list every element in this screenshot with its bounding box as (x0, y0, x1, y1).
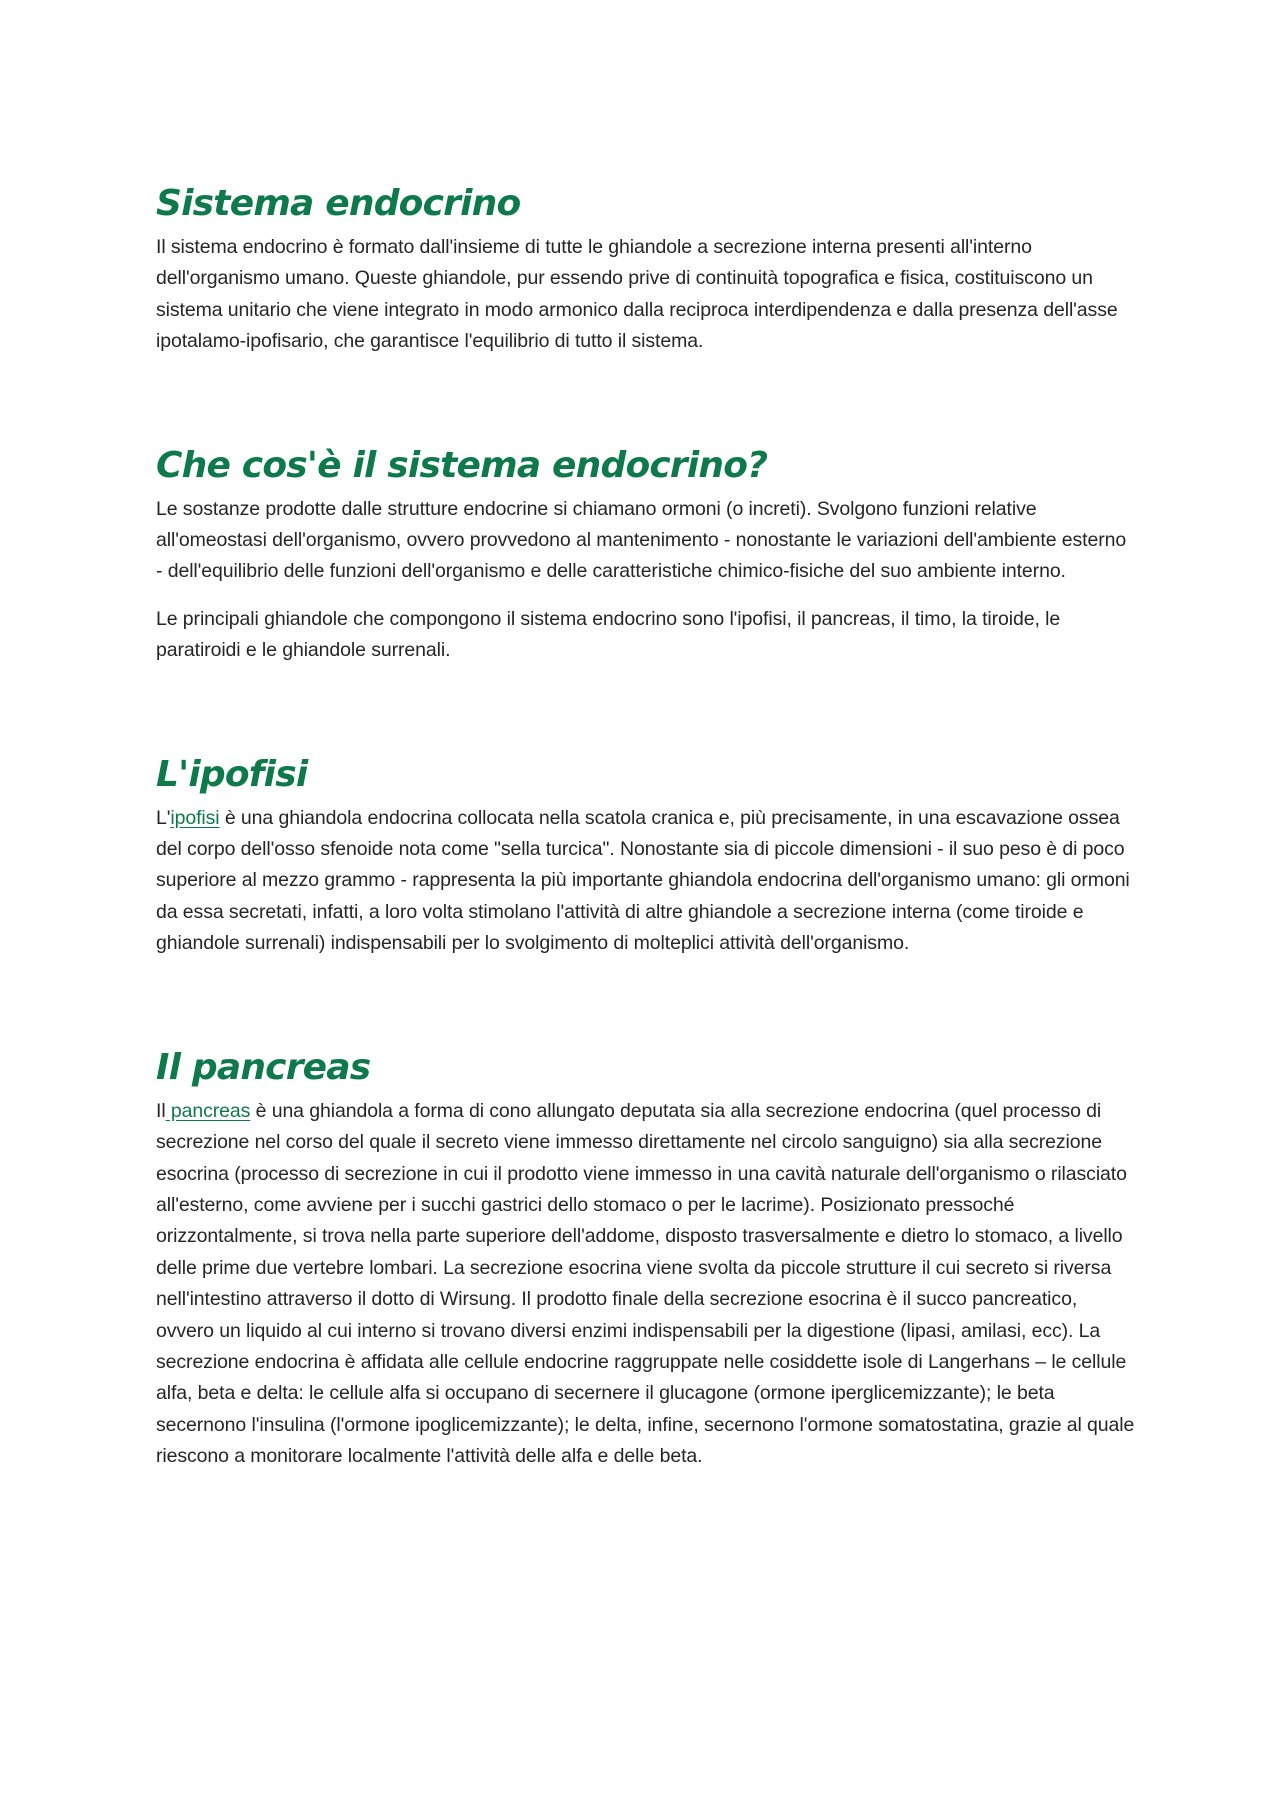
section-paragraph (156, 803, 1136, 960)
section-paragraph (156, 1096, 1136, 1473)
paragraph-text: è una ghiandola endocrina collocata nella scatola cranica e, più precisamente, in una escavazione ossea del corpo dell'osso sfenoide nota come "sella turcica". Nonostante sia di piccole dimensioni - il suo peso è di poco superiore al mezzo grammo - rappresenta la più importante ghiandola endocrina dell'organismo umano: gli ormoni da essa secretati, infatti, a loro volta stimolano l'attività di altre ghiandole a secrezione interna (come tiroide e ghiandole surrenali) indispensabili per lo svolgimento di molteplici attività dell'organismo. (156, 806, 1130, 955)
paragraph-text: è una ghiandola a forma di cono allungato deputata sia alla secrezione endocrina (quel processo di secrezione nel corso del quale il secreto viene immesso direttamente nel circolo sanguigno) sia alla secrezione esocrina (processo di secrezione in cui il prodotto viene immesso in una cavità naturale dell'organismo o rilasciato all'esterno, come avviene per i succhi gastrici dello stomaco o per le lacrime). Posizionato pressoché orizzontalmente, si trova nella parte superiore dell'addome, disposto trasversalmente e dietro lo stomaco, a livello delle prime due vertebre lombari. La secrezione esocrina viene svolta da piccole strutture il cui secreto si riversa nell'intestino attraverso il dotto di Wirsung. Il prodotto finale della secrezione esocrina è il succo pancreatico, ovvero un liquido al cui interno si trovano diversi enzimi indispensabili per la digestione (lipasi, amilasi, ecc). La secrezione endocrina è affidata alle cellule endocrine raggruppate nelle cosiddette isole di Langerhans – le cellule alfa, beta e delta: le cellule alfa si occupano di secernere il glucagone (ormone iperglicemizzante); le beta secernono l'insulina (l'ormone ipoglicemizzante); le delta, infine, secernono l'ormone somatostatina, grazie al quale riescono a monitorare localmente l'attività delle alfa e delle beta. (156, 1099, 1135, 1468)
paragraph-lead: L' (156, 806, 171, 829)
section-sistema-endocrino (156, 180, 1136, 358)
ipofisi-link[interactable]: ipofisi (170, 806, 220, 829)
paragraph-lead: Il (156, 1099, 166, 1122)
section-che-cose (156, 442, 1136, 667)
section-heading: L'ipofisi (156, 753, 308, 795)
section-heading: Il pancreas (156, 1046, 371, 1088)
section-heading: Sistema endocrino (156, 183, 521, 224)
section-pancreas (156, 1044, 1136, 1473)
pancreas-link[interactable]: pancreas (165, 1099, 251, 1122)
section-ipofisi (156, 751, 1136, 960)
section-paragraph: Il sistema endocrino è formato dall'insieme di tutte le ghiandole a secrezione interna presenti all'interno dell'organismo umano. Queste ghiandole, pur essendo prive di continuità topografica e fisica, costituiscono un sistema unitario che viene integrato in modo armonico dalla reciproca interdipendenza e dalla presenza dell'asse ipotalamo-ipofisario, che garantisce l'equilibrio di tutto il sistema. (156, 236, 1118, 353)
section-heading: Che cos'è il sistema endocrino? (156, 444, 768, 486)
section-paragraph: Le sostanze prodotte dalle strutture endocrine si chiamano ormoni (o increti). Svolgono funzioni relative all'omeostasi dell'organismo, ovvero provvedono al mantenimento - nonostante le variazioni dell'ambiente esterno - dell'equilibrio delle funzioni dell'organismo e delle caratteristiche chimico-fisiche del suo ambiente interno. (156, 497, 1127, 583)
document-page (156, 180, 1136, 1473)
section-paragraph: Le principali ghiandole che compongono il sistema endocrino sono l'ipofisi, il pancreas, il timo, la tiroide, le paratiroidi e le ghiandole surrenali. (156, 607, 1061, 662)
